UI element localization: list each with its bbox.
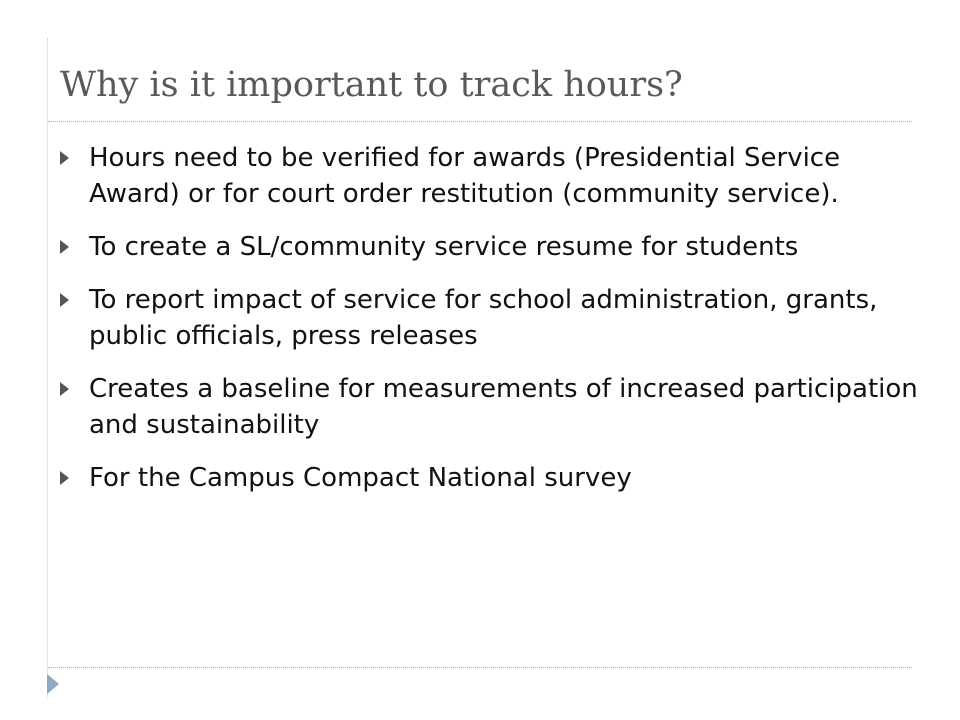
title-divider [48,121,912,122]
bullet-list [58,140,918,513]
triangle-right-icon [60,293,69,307]
bullet-text: To report impact of service for school administration, grants, public officials, press releases [89,285,878,351]
bullet-text: Creates a baseline for measurements of increased participation and sustainability [89,374,918,440]
footer-divider [48,667,912,668]
slide-title: Why is it important to track hours? [60,65,683,105]
bullet-item [58,371,918,443]
bullet-item [58,460,918,496]
bullet-text: For the Campus Compact National survey [89,463,632,493]
triangle-right-icon [60,151,69,165]
bullet-item [58,140,918,212]
triangle-right-icon [47,674,59,694]
bullet-item [58,229,918,265]
bullet-text: To create a SL/community service resume for students [89,232,799,262]
bullet-item [58,282,918,354]
left-dotted-rule [47,38,48,698]
bullet-text: Hours need to be verified for awards (Presidential Service Award) or for court order restitution (community service). [89,143,841,209]
triangle-right-icon [60,240,69,254]
triangle-right-icon [60,471,69,485]
triangle-right-icon [60,382,69,396]
